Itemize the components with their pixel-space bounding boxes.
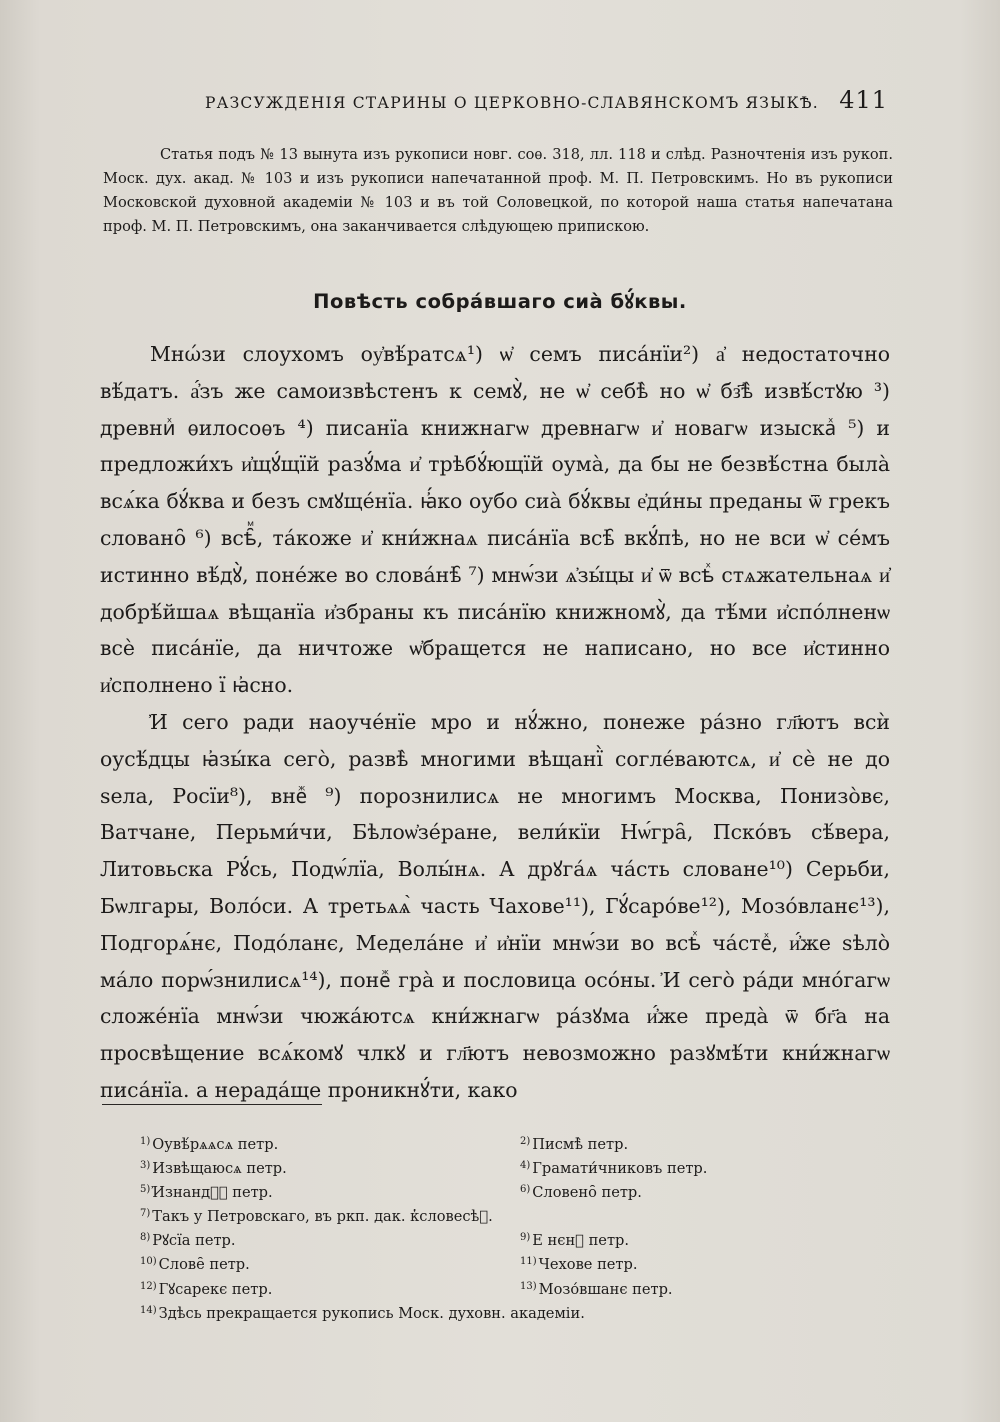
footnote-number: 2) xyxy=(520,1136,531,1147)
footnote-number: 3) xyxy=(140,1160,151,1172)
footnote xyxy=(140,1226,520,1250)
footnote-row xyxy=(140,1130,900,1154)
page-header xyxy=(205,88,890,122)
footnote-number: 10) xyxy=(140,1256,157,1268)
footnote xyxy=(520,1226,900,1250)
footnote-number: 5) xyxy=(140,1184,151,1196)
footnote-row xyxy=(140,1226,900,1250)
footnote-number: 11) xyxy=(520,1256,537,1268)
footnote-row xyxy=(140,1275,900,1299)
footnote-text: Чехове петр. xyxy=(538,1256,638,1274)
footnote-number: 13) xyxy=(520,1280,537,1292)
footnote-text: Гꙋсарекє петр. xyxy=(158,1280,273,1298)
footnote-row xyxy=(140,1250,900,1274)
footnote-row xyxy=(140,1178,900,1202)
footnote-number: 9) xyxy=(520,1232,531,1244)
section-heading: Повѣсть собра́вшаго сиа̀ бꙋ́квы. xyxy=(313,290,687,313)
main-text xyxy=(100,336,890,1109)
footnote-number: 6) xyxy=(520,1184,531,1196)
footnote xyxy=(520,1178,900,1202)
footnote xyxy=(520,1275,900,1299)
footnote-row xyxy=(140,1154,900,1178)
footnote-text: Словено̑ петр. xyxy=(532,1184,642,1202)
footnote xyxy=(140,1299,900,1323)
footnote-text: Оувѣ́рѧѧсѧ петр. xyxy=(152,1136,279,1153)
footnote-number: 14) xyxy=(140,1304,157,1316)
footnote xyxy=(140,1250,520,1274)
page-number: 411 xyxy=(839,86,888,114)
footnote-text: Такъ у Петровскаго, въ ркп. дак. к̔словесѣⷯ. xyxy=(152,1208,493,1226)
body-paragraph: ҆И сего ради наоуче́нїе мро и нꙋ́жно, понеже ра́зно гл҃ютъ всѝ оусѣ́дцы ꙗ҆зы́ка сего̀, развѣ̀ многими вѣщанї̀ согле́ваютсѧ, и҆ сѐ не до ѕела, Росїи⁸), внеⷤ ⁹) порознилисѧ не многимъ Москва, Понизо̀вє, Ватчане, Перьми́чи, Бѣлоѡ҆зе́ране, вели́кїи Нѡ́гра̑, Пско́въ сѣ́вера, Литовьска Рꙋ́сь, Подѡ́лїа, Волы́нѧ. А дрꙋга́ѧ ча́сть словане¹⁰) Серьби, Бѡлгары, Воло́си. А третьѧѧ̀ часть Чахове¹¹), Гꙋ́саро́ве¹²), Мозо́вланє¹³), Подгорѧ́нє, Подо́ланє, Медела́не и҆ и҆нїи мнѡ́зи во всѣⷯ ча́стеⷯ, и҆́же ѕѣло̀ ма́ло порѡ́знилисѧ¹⁴), понеⷤ гра̀ и пословица осо́ны. ҆И сего̀ ра́ди мно́гагѡ сложе́нїа мнѡ́зи чюжа́ютсѧ кни́жнагѡ ра́зꙋма и҆́же преда̀ ѿ бг҃а на просвѣщение всѧ́комꙋ члкꙋ и гл҃ютъ невозможно разꙋмѣ́ти кни́жнагѡ писа́нїа. а нерада́ще проникнꙋ́ти, како xyxy=(100,709,890,1102)
footnote-text: Е нєнⷤ петр. xyxy=(532,1232,629,1250)
footnote-number: 4) xyxy=(520,1160,531,1172)
footnote-divider xyxy=(102,1104,322,1105)
footnote-text: Писмѣ̀ петр. xyxy=(532,1136,629,1153)
intro-paragraph: Статья подъ № 13 вынута изъ рукописи новг. соѳ. 318, лл. 118 и слѣд. Разночтенія изъ рукоп. Моск. дух. акад. № 103 и изъ рукописи напечатанной проф. М. П. Петровскимъ. Но въ рукописи Московской духовной академіи № 103 и въ той Соловецкой, по которой наша статья напечатана проф. М. П. Петровскимъ, она заканчивается слѣдующею припискою. xyxy=(103,146,893,235)
footnote-text: ҆Изнандѡⷯ петр. xyxy=(152,1184,273,1202)
intro-note xyxy=(103,143,893,239)
footnote-text: Мозо́вшанє петр. xyxy=(538,1280,673,1298)
footnote xyxy=(140,1202,900,1226)
footnote xyxy=(140,1275,520,1299)
footnote xyxy=(520,1250,900,1274)
footnote xyxy=(140,1178,520,1202)
footnote-text: Слове̑ петр. xyxy=(158,1256,250,1274)
footnote-number: 12) xyxy=(140,1280,157,1292)
footnote-row xyxy=(140,1202,900,1226)
footnote-number: 7) xyxy=(140,1208,151,1220)
running-title: РАЗСУЖДЕНІЯ СТАРИНЫ О ЦЕРКОВНО-СЛАВЯНСКОМЪ ЯЗЫКѢ. xyxy=(205,94,819,112)
body-paragraph: Мнώзи слоухомъ оу҆вѣ́ратсѧ¹) ѡ҆ семъ писа́нїи²) а҆ недостаточно вѣ́датъ. а҆́зъ же самоизвѣстенъ к семꙋ̀, не ѡ҆ себѣ̀ но ѡ҆ бз҃ѣ̀ извѣ́стꙋю ³) древниⷯ ѳилосоѳъ ⁴) писанїа книжнагѡ древнагѡ и҆ новагѡ изыскаⷯ ⁵) и предложи́хъ и҆щꙋ́щїй разꙋ́ма и҆ трѣбꙋ́ющїй оума̀, да бы не безвѣ́стна была̀ всѧ́ка бꙋ́ква и безъ смꙋще́нїа. ꙗ҆́ко оубо сиа̀ бꙋ́квы е҆ди́ны преданы ѿ грекъ словано̑ ⁶) всѣ̑ⷨ, та́коже и҆ кни́жнаѧ писа́нїа всѣ̑ вкꙋ́пѣ, но не вси ѡ҆ се́мъ истинно вѣ́дꙋ̀, поне́же во слова́нѣ̑ ⁷) мнѡ́зи ѧ҆зы́цы и҆ ѿ всѣⷯ стѧжательнаѧ и҆ добрѣ́йшаѧ вѣщанїа и҆збраны къ писа́нїю книжномꙋ̀, да тѣ́ми и҆спо́лненѡ всѐ писа́нїе, да ничтоже ѡ҆бращется не написано, но все и҆стинно и҆сполнено ї ꙗ҆сно. xyxy=(100,342,890,698)
footnote-row xyxy=(140,1299,900,1323)
footnote xyxy=(520,1130,900,1154)
footnote-text: Здѣсь прекращается рукопись Моск. духовн. академіи. xyxy=(158,1304,585,1322)
footnote-number: 8) xyxy=(140,1232,151,1244)
footnote-number: 1) xyxy=(140,1136,151,1147)
footnote xyxy=(140,1130,520,1154)
footnote xyxy=(520,1154,900,1178)
footnote-text: Рꙋсїа петр. xyxy=(152,1232,236,1250)
footnote xyxy=(140,1154,520,1178)
footnote-text: Извѣщаюсѧ петр. xyxy=(152,1160,287,1178)
footnote-text: Грамати́чниковъ петр. xyxy=(532,1160,708,1178)
footnotes xyxy=(140,1130,900,1323)
